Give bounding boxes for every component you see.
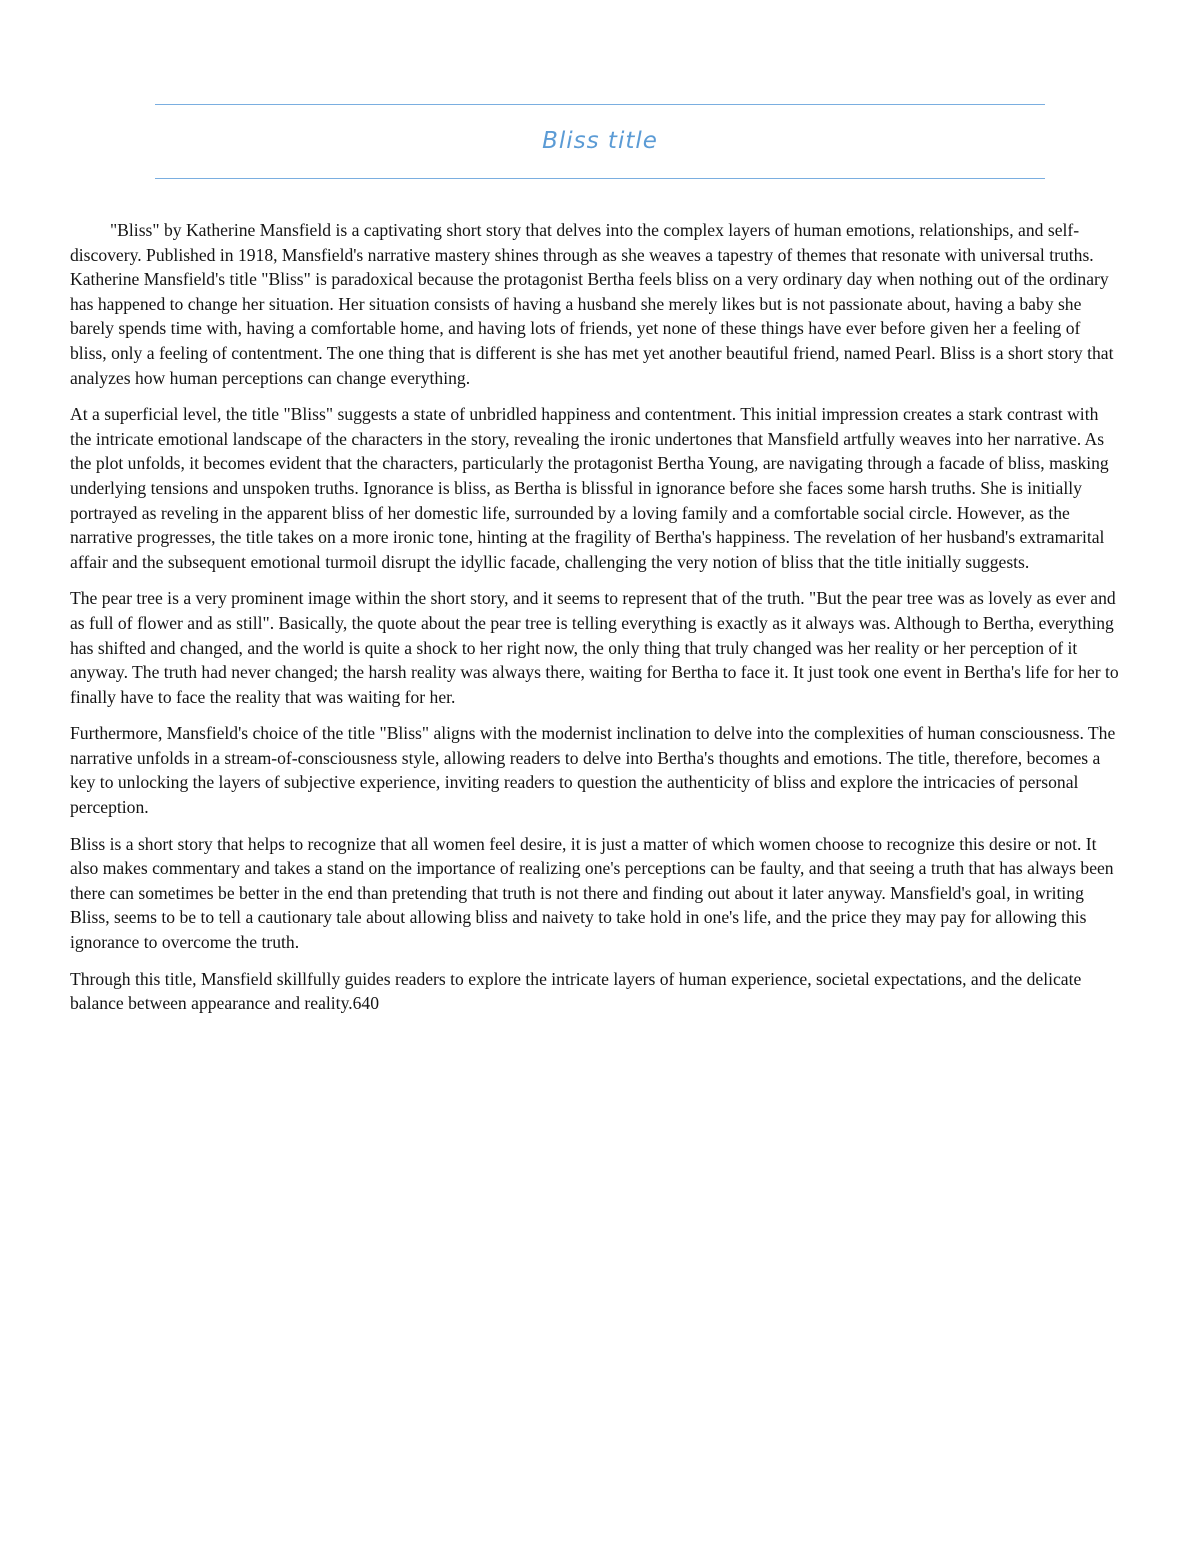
- paragraph-conclusion: Through this title, Mansfield skillfully guides readers to explore the intricate layers of human experience, societal expectations, and the delicate balance between appearance and reality.640: [70, 968, 1082, 1014]
- paragraph-modernist: Furthermore, Mansfield's choice of the title "Bliss" aligns with the modernist inclination to delve into the complexities of human consciousness. The narrative unfolds in a stream-of-consciousness style, allowing readers to delve into Bertha's thoughts and emotions. The title, therefore, becomes a key to unlocking the layers of subjective experience, inviting readers to question the authenticity of bliss and explore the intricacies of personal perception.: [70, 723, 1116, 818]
- paragraph-superficial-level: At a superficial level, the title "Bliss" suggests a state of unbridled happiness and contentment. This initial impression creates a stark contrast with the intricate emotional landscape of the characters in the story, revealing the ironic undertones that Mansfield artfully weaves into her narrative. As the plot unfolds, it becomes evident that the characters, particularly the protagonist Bertha Young, are navigating through a facade of bliss, masking underlying tensions and unspoken truths. Ignorance is bliss, as Bertha is blissful in ignorance before she faces some harsh truths. She is initially portrayed as reveling in the apparent bliss of her domestic life, surrounded by a loving family and a comfortable social circle. However, as the narrative progresses, the title takes on a more ironic tone, hinting at the fragility of Bertha's happiness. The revelation of her husband's extramarital affair and the subsequent emotional turmoil disrupt the idyllic facade, challenging the very notion of bliss that the title initially suggests.: [70, 404, 1109, 572]
- paragraph-pear-tree: The pear tree is a very prominent image within the short story, and it seems to represent that of the truth. "But the pear tree was as lovely as ever and as full of flower and as still". Basically, the quote about the pear tree is telling everything is exactly as it always was. Although to Bertha, everything has shifted and changed, and the world is quite a shock to her right now, the only thing that truly changed was her reality or her perception of it anyway. The truth had never changed; the harsh reality was always there, waiting for Bertha to face it. It just took one event in Bertha's life for her to finally have to face the reality that was waiting for her.: [70, 588, 1119, 707]
- paragraph-intro: "Bliss" by Katherine Mansfield is a captivating short story that delves into the complex layers of human emotions, relationships, and self-discovery. Published in 1918, Mansfield's narrative mastery shines through as she weaves a tapestry of themes that resonate with universal truths. Katherine Mansfield's title "Bliss" is paradoxical because the protagonist Bertha feels bliss on a very ordinary day when nothing out of the ordinary has happened to change her situation. Her situation consists of having a husband she merely likes but is not passionate about, having a baby she barely spends time with, having a comfortable home, and having lots of friends, yet none of these things have ever before given her a feeling of bliss, only a feeling of contentment. The one thing that is different is she has met yet another beautiful friend, named Pearl. Bliss is a short story that analyzes how human perceptions can change everything.: [70, 220, 1114, 388]
- document-body: [70, 218, 1120, 1028]
- paragraph-desire: Bliss is a short story that helps to recognize that all women feel desire, it is just a matter of which women choose to recognize this desire or not. It also makes commentary and takes a stand on the importance of realizing one's perceptions can be faulty, and that seeing a truth that has always been there can sometimes be better in the end than pretending that truth is not there and finding out about it later anyway. Mansfield's goal, in writing Bliss, seems to be to tell a cautionary tale about allowing bliss and naivety to take hold in one's life, and the price they may pay for allowing this ignorance to overcome the truth.: [70, 833, 1114, 953]
- document-title: Bliss title: [542, 128, 658, 154]
- title-block: [155, 104, 1045, 180]
- title-top-rule: [155, 104, 1045, 105]
- title-bottom-rule: [155, 178, 1045, 179]
